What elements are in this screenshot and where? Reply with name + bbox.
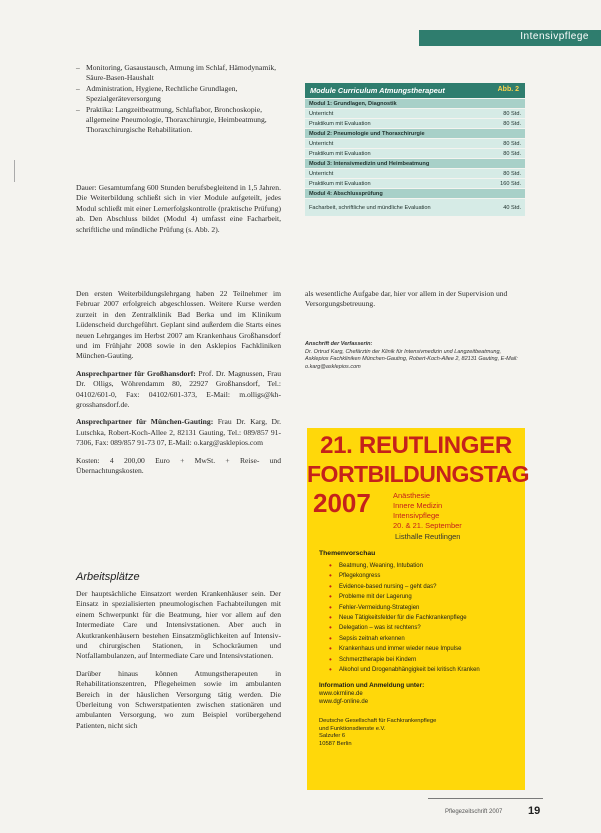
curriculum-row-label: Praktikum mit Evaluation xyxy=(309,120,371,127)
curriculum-row xyxy=(305,188,525,198)
ad-address-line: Salzufer 6 xyxy=(319,733,346,740)
curriculum-row-label: Unterricht xyxy=(309,110,334,117)
right-column-text xyxy=(305,289,525,310)
ad-theme-item: • Fehler-Vermeidung-Strategien xyxy=(329,603,480,613)
curriculum-row xyxy=(305,108,525,118)
curriculum-row xyxy=(305,198,525,216)
ad-theme-item: • Alkohol und Drogenabhängigkeit bei kritisch Kranken xyxy=(329,665,480,675)
bullet-item: – Administration, Hygiene, Rechtliche Grundlagen, Spezialgeräteversorgung xyxy=(76,84,281,105)
section-title: Intensivpflege xyxy=(520,31,589,42)
author-address: Dr. Ortrud Karg, Chefärztin der Klinik für Intensivmedizin und Langzeitbeatmung, Asklepios Fachkliniken München-Gauting, Robert-Koch-Allee 2, 82131 Gauting, E-Mail: o.karg@asklepios.com xyxy=(305,348,518,370)
ad-theme-item: • Krankenhaus und immer wieder neue Impulse xyxy=(329,644,480,654)
ad-links xyxy=(319,691,368,707)
curriculum-row xyxy=(305,178,525,188)
ad-address-line: und Funktionsdienste e.V. xyxy=(319,725,386,732)
curriculum-row xyxy=(305,138,525,148)
curriculum-bullets xyxy=(76,63,281,136)
left-column-lower xyxy=(76,289,281,484)
ad-theme-item: • Pflegekongress xyxy=(329,571,480,581)
curriculum-row-label: Modul 4: Abschlussprüfung xyxy=(309,190,383,197)
ad-theme-item: • Schmerztherapie bei Kindern xyxy=(329,655,480,665)
ad-themes-list xyxy=(329,561,480,675)
curriculum-row-label: Praktikum mit Evaluation xyxy=(309,150,371,157)
footer-rule xyxy=(428,798,543,799)
ad-theme-item: • Evidence-based nursing – geht das? xyxy=(329,582,480,592)
paragraph-kurse: Den ersten Weiterbildungslehrgang haben 22 Teilnehmer im Februar 2007 erfolgreich abgeschlossen. Weitere Kurse werden zurzeit in den Zentralklinik Bad Berka und im Klinikum Lüdenscheid durchgeführt. Geplant sind außerdem die Starts eines neuen Lehrganges im Herbst 2007 am Krankenhaus Großhansdorf und im Frühjahr 2008 sowie in den Asklepios Fachkliniken München-Gauting. xyxy=(76,289,281,361)
curriculum-row-label: Modul 3: Intensivmedizin und Heimbeatmung xyxy=(309,160,430,167)
ad-title-line2: FORTBILDUNGSTAG xyxy=(307,461,530,487)
curriculum-row-hours: 80 Std. xyxy=(503,120,521,127)
curriculum-row-label: Facharbeit, schriftliche und mündliche Evaluation xyxy=(309,204,431,211)
ad-topics xyxy=(393,491,462,531)
ad-theme-item: • Beatmung, Weaning, Intubation xyxy=(329,561,480,571)
curriculum-table-header xyxy=(305,83,525,98)
curriculum-row-hours: 80 Std. xyxy=(503,150,521,157)
curriculum-row xyxy=(305,158,525,168)
paragraph-dauer: Dauer: Gesamtumfang 600 Stunden berufsbegleitend in 1,5 Jahren. Die Weiterbildung schließt sich in vier Module aufgeteilt, jedes Modul schließt mit einer Lernerfolgskontrolle (praktische Prüfung) ab. Den Abschluss bildet (Modul 4) umfasst eine Facharbeit, schriftliche und mündliche Prüfung (s. Abb. 2). xyxy=(76,183,281,234)
ad-theme-item: • Neue Tätigkeitsfelder für die Fachkrankenpflege xyxy=(329,613,480,623)
margin-mark xyxy=(14,160,15,182)
advertisement xyxy=(307,428,530,790)
curriculum-row-label: Unterricht xyxy=(309,140,334,147)
curriculum-row-label: Modul 2: Pneumologie und Thoraxchirurgie xyxy=(309,130,425,137)
ad-link[interactable]: www.okrnline.de xyxy=(319,691,363,697)
ad-address xyxy=(319,718,436,748)
ad-themes-heading: Themenvorschau xyxy=(319,550,376,557)
paragraph-contact-grosshansdorf xyxy=(76,369,281,411)
ad-address-line: 10587 Berlin xyxy=(319,740,352,747)
contact-text: Frau Dr. Karg, Dr. Lutschka, Robert-Koch-Allee 2, 82131 Gauting, Tel.: 089/857 91-7306, Fax: 089/857 91-73 07, E-Mail: o.karg@asklepios.com xyxy=(76,417,281,448)
ad-title-line1: 21. REUTLINGER xyxy=(320,432,512,459)
ad-venue: Listhalle Reutlingen xyxy=(395,532,461,541)
footer-source: Pflegezeitschrift 2007 xyxy=(445,809,503,815)
ad-dates: 20. & 21. September xyxy=(393,521,462,530)
curriculum-row-label: Praktikum mit Evaluation xyxy=(309,180,371,187)
figure-label: Abb. 2 xyxy=(497,86,519,93)
author-label: Anschrift der Verfasserin: xyxy=(305,341,373,347)
curriculum-row-hours: 80 Std. xyxy=(503,140,521,147)
ad-year: 2007 xyxy=(313,488,371,518)
left-column-arbeit xyxy=(76,589,281,738)
heading-arbeitsplaetze: Arbeitsplätze xyxy=(76,571,140,583)
ad-topic: Anästhesie xyxy=(393,491,431,500)
curriculum-row-hours: 80 Std. xyxy=(503,170,521,177)
paragraph-kosten: Kosten: 4 200,00 Euro + MwSt. + Reise- und Übernachtungskosten. xyxy=(76,455,281,476)
curriculum-row xyxy=(305,168,525,178)
curriculum-table xyxy=(305,83,525,216)
contact-label: Ansprechpartner für München-Gauting: xyxy=(76,417,214,427)
curriculum-row-hours: 80 Std. xyxy=(503,110,521,117)
author-note xyxy=(305,341,525,371)
curriculum-row-label: Unterricht xyxy=(309,170,334,177)
contact-label: Ansprechpartner für Großhansdorf: xyxy=(76,368,196,378)
ad-theme-item: • Sepsis zeitnah erkennen xyxy=(329,634,480,644)
curriculum-row-hours: 40 Std. xyxy=(503,204,521,211)
contact-text: Prof. Dr. Magnussen, Frau Dr. Olligs, Wöhrendamm 80, 22927 Großhansdorf, Tel.: 04102/601-0, Fax: 04102/601-373, E-Mail: m.olligs@kh-grosshansdorf.de. xyxy=(76,368,281,410)
paragraph-continued: als wesentliche Aufgabe dar, hier vor allem in der Supervision und Versorgungsbetreuung. xyxy=(305,289,508,309)
curriculum-row xyxy=(305,98,525,108)
paragraph-contact-gauting xyxy=(76,417,281,448)
ad-link[interactable]: www.dgf-online.de xyxy=(319,698,369,705)
curriculum-title: Module Curriculum Atmungstherapeut xyxy=(310,86,445,95)
curriculum-row xyxy=(305,148,525,158)
bullet-item: – Praktika: Langzeitbeatmung, Schlaflabor, Bronchoskopie, allgemeine Pneumologie, Thoraxchirurgie, Heimbeatmung, Thoraxchirurgische Rehabilitation. xyxy=(76,105,281,136)
ad-topic: Innere Medizin xyxy=(393,501,443,510)
curriculum-row xyxy=(305,118,525,128)
bullet-item: – Monitoring, Gasaustausch, Atmung im Schlaf, Hämodynamik, Säure-Basen-Haushalt xyxy=(76,63,281,84)
ad-address-line: Deutsche Gesellschaft für Fachkrankenpflege xyxy=(319,718,437,724)
ad-topic: Intensivpflege xyxy=(393,511,440,520)
section-header xyxy=(419,30,601,46)
curriculum-row-label: Modul 1: Grundlagen, Diagnostik xyxy=(309,100,397,107)
curriculum-row-hours: 160 Std. xyxy=(500,180,521,187)
left-column-upper xyxy=(76,183,281,242)
page-number: 19 xyxy=(528,805,541,817)
paragraph-arbeit-2: Darüber hinaus können Atmungstherapeuten in Rehabilitationszentren, Pflegeheimen sowie im ambulanten Bereich in der häuslichen Versorgung tätig werden. Die Überleitung von Schwerstpatienten zwischen stationären und ambulanten Versorgung, wo zum Beispiel vorübergehend Patienten, nicht sich xyxy=(76,668,281,730)
ad-info-heading: Information und Anmeldung unter: xyxy=(319,682,425,689)
paragraph-arbeit-1: Der hauptsächliche Einsatzort werden Krankenhäuser sein. Der Einsatz in spezialisierten pneumologischen Fachabteilungen mit einem Schwerpunkt für die Beatmung, hier vor allem auf den Intermediate Care und Intensivstationen. Aber auch in Akutkrankenhäusern bestehen Einsatzmöglichkeiten auf Intensiv- und chirurgischen Stationen, in Schockräumen und Notfallambulanzen, auf Intermediate Care und Intensivstationen. xyxy=(76,589,281,661)
ad-theme-item: • Delegation – was ist rechtens? xyxy=(329,623,480,633)
ad-theme-item: • Probleme mit der Lagerung xyxy=(329,592,480,602)
curriculum-row xyxy=(305,128,525,138)
